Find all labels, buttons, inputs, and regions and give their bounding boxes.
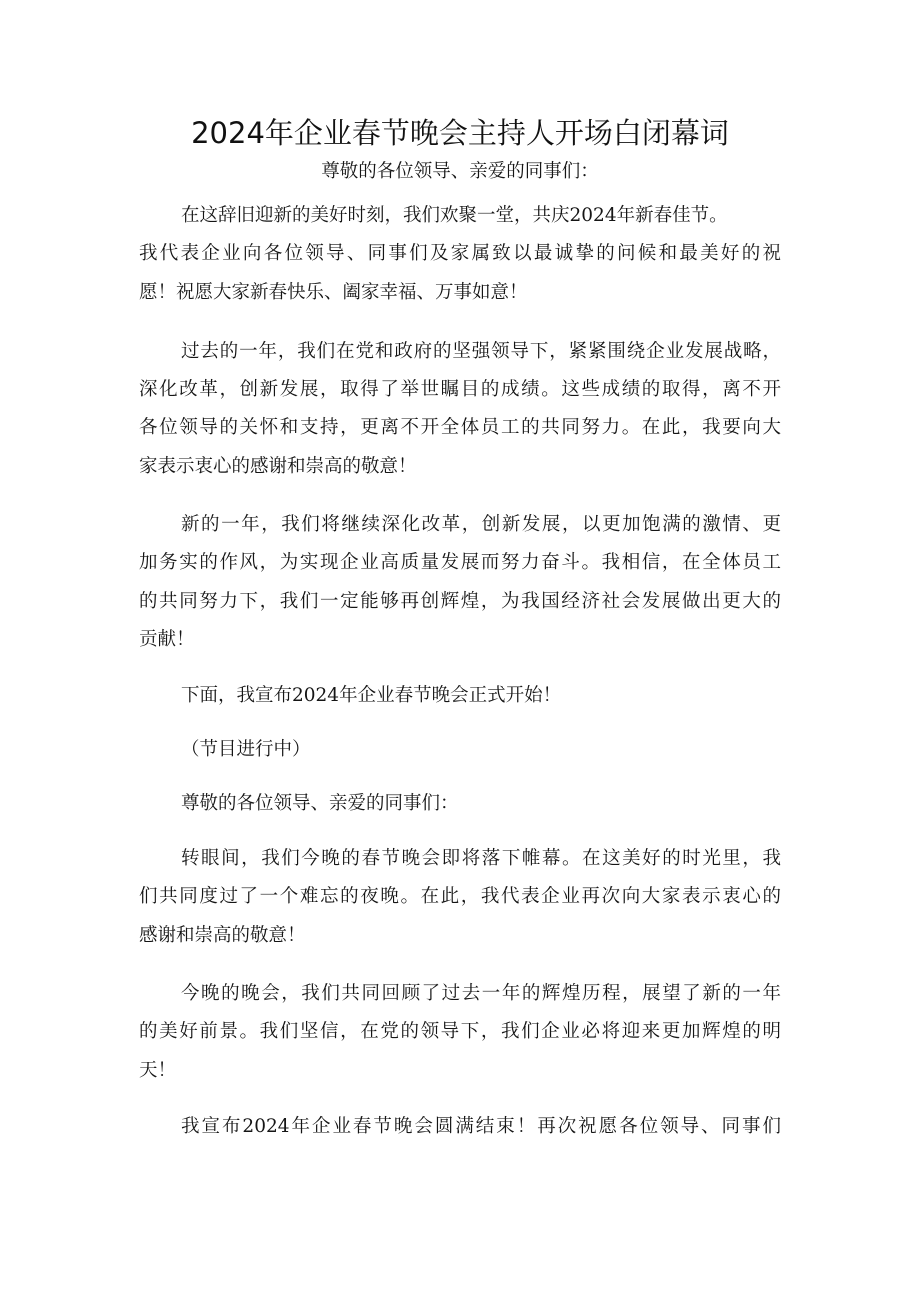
salutation-top: 尊敬的各位领导、亲爱的同事们： (321, 161, 599, 182)
paragraph-2-line-1: 过去的一年，我们在党和政府的坚强领导下，紧紧围绕企业发展战略， (181, 341, 781, 362)
paragraph-8-line-3: 天！ (139, 1060, 177, 1081)
paragraph-2-line-3: 各位领导的关怀和支持，更离不开全体员工的共同努力。在此，我要向大 (139, 417, 781, 438)
paragraph-7-line-2: 们共同度过了一个难忘的夜晚。在此，我代表企业再次向大家表示衷心的 (139, 886, 781, 907)
paragraph-7-line-1: 转眼间，我们今晚的春节晚会即将落下帷幕。在这美好的时光里，我 (181, 848, 781, 869)
paragraph-3-line-2: 加务实的作风，为实现企业高质量发展而努力奋斗。我相信，在全体员工 (139, 552, 781, 573)
paragraph-3-line-3: 的共同努力下，我们一定能够再创辉煌，为我国经济社会发展做出更大的 (139, 591, 781, 612)
program-in-progress-note: （节目进行中） (181, 739, 311, 760)
paragraph-3-line-1: 新的一年，我们将继续深化改革，创新发展，以更加饱满的激情、更 (181, 514, 781, 535)
document-title: 2024年企业春节晚会主持人开场白闭幕词 (191, 116, 729, 150)
paragraph-8-line-1: 今晚的晚会，我们共同回顾了过去一年的辉煌历程，展望了新的一年 (181, 983, 781, 1004)
paragraph-3-line-4: 贡献！ (139, 629, 195, 650)
paragraph-9-line-1: 我宣布2024年企业春节晚会圆满结束！再次祝愿各位领导、同事们 (181, 1116, 781, 1137)
salutation-closing: 尊敬的各位领导、亲爱的同事们： (181, 793, 459, 814)
paragraph-2-line-2: 深化改革，创新发展，取得了举世瞩目的成绩。这些成绩的取得，离不开 (139, 379, 781, 400)
paragraph-4-line-1: 下面，我宣布2024年企业春节晚会正式开始！ (181, 685, 562, 706)
paragraph-7-line-3: 感谢和崇高的敬意！ (139, 925, 306, 946)
paragraph-1-line-2: 我代表企业向各位领导、同事们及家属致以最诚挚的问候和最美好的祝 (139, 243, 781, 264)
paragraph-8-line-2: 的美好前景。我们坚信，在党的领导下，我们企业必将迎来更加辉煌的明 (139, 1021, 781, 1042)
paragraph-1-line-1: 在这辞旧迎新的美好时刻，我们欢聚一堂，共庆2024年新春佳节。 (181, 205, 728, 226)
paragraph-1-line-3: 愿！祝愿大家新春快乐、阖家幸福、万事如意！ (139, 282, 528, 303)
paragraph-2-line-4: 家表示衷心的感谢和崇高的敬意！ (139, 456, 417, 477)
